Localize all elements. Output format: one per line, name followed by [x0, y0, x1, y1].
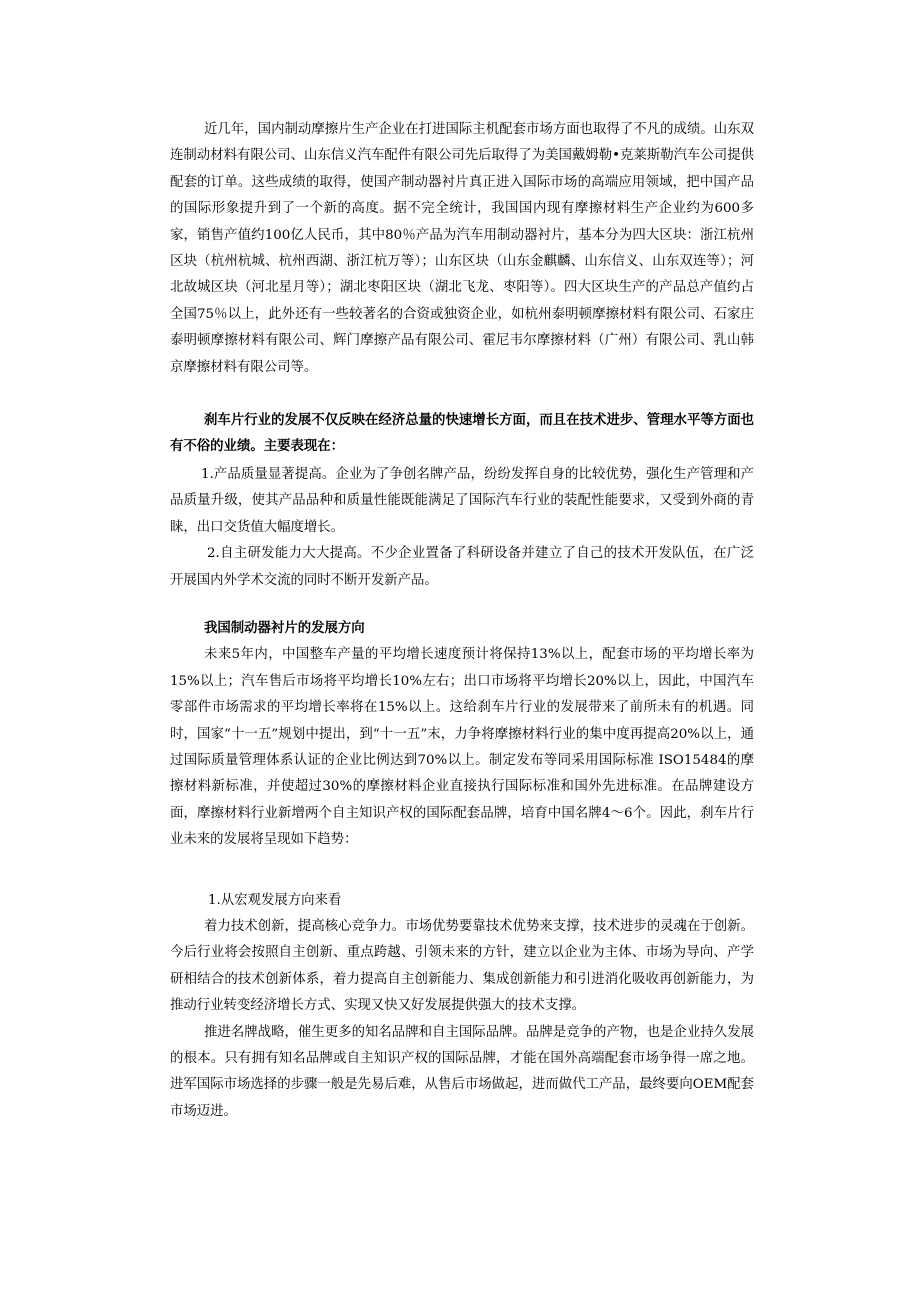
innovation-paragraph: 着力技术创新，提高核心竞争力。市场优势要靠技术优势来支撑，技术进步的灵魂在于创新。今后行业将会按照自主创新、重点跨越、引领未来的方针，建立以企业为主体、市场为导向、产学研相结合的技术创新体系，着力提高自主创新能力、集成创新能力和引进消化吸收再创新能力，为推动行业转变经济增长方式、实现又快又好发展提供强大的技术支撑。 [170, 918, 754, 1014]
subsection-heading: 1.从宏观发展方向来看 [208, 892, 342, 908]
section-heading: 我国制动器衬片的发展方向 [204, 620, 365, 636]
intro-paragraph: 近几年，国内制动摩擦片生产企业在打进国际主机配套市场方面也取得了不凡的成绩。山东双连制动材料有限公司、山东信义汽车配件有限公司先后取得了为美国戴姆勒•克莱斯勒汽车公司提供配套的订单。这些成绩的取得，使国产制动器衬片真正进入国际市场的高端应用领域，把中国产品的国际形象提升到了一个新的高度。据不完全统计，我国国内现有摩擦材料生产企业约为600多家，销售产值约100亿人民币，其中80％产品为汽车用制动器衬片，基本分为四大区块：浙江杭州区块（杭州杭城、杭州西湖、浙江杭万等）；山东区块（山东金麒麟、山东信义、山东双连等）；河北故城区块（河北星月等）；湖北枣阳区块（湖北飞龙、枣阳等）。四大区块生产的产品总产值约占全国75％以上，此外还有一些较著名的合资或独资企业，如杭州泰明顿摩擦材料有限公司、石家庄泰明顿摩擦材料有限公司、辉门摩擦产品有限公司、霍尼韦尔摩擦材料（广州）有限公司、乳山韩京摩擦材料有限公司等。 [170, 122, 754, 375]
brand-paragraph: 推进名牌战略，催生更多的知名品牌和自主国际品牌。品牌是竞争的产物，也是企业持久发展的根本。只有拥有知名品牌或自主知识产权的国际品牌，才能在国外高端配套市场争得一席之地。进军国际市场选择的步骤一般是先易后难，从售后市场做起，进而做代工产品，最终要向OEM配套市场迈进。 [170, 1024, 754, 1119]
document-body [170, 117, 754, 1125]
list-item-quality: 1.产品质量显著提高。企业为了争创名牌产品，纷纷发挥自身的比较优势，强化生产管理和产品质量升级，使其产品品种和质量性能既能满足了国际汽车行业的装配性能要求，又受到外商的青睐，出口交货值大幅度增长。 [170, 466, 754, 535]
outlook-paragraph: 未来5年内，中国整车产量的平均增长速度预计将保持13%以上，配套市场的平均增长率为15%以上；汽车售后市场将平均增长10%左右；出口市场将平均增长20%以上，因此，中国汽车零部件市场需求的平均增长率将在15%以上。这给刹车片行业的发展带来了前所未有的机遇。同时，国家“十一五”规划中提出，到“十一五”末，力争将摩擦材料行业的集中度再提高20%以上，通过国际质量管理体系认证的企业比例达到70%以上。制定发布等同采用国际标准 ISO15484的摩擦材料新标准，并使超过30%的摩擦材料企业直接执行国际标准和国外先进标准。在品牌建设方面，摩擦材料行业新增两个自主知识产权的国际配套品牌，培育中国名牌4～6个。因此，刹车片行业未来的发展将呈现如下趋势： [170, 647, 754, 848]
achievements-summary: 刹车片行业的发展不仅反映在经济总量的快速增长方面，而且在技术进步、管理水平等方面也有不俗的业绩。主要表现在： [170, 413, 754, 455]
list-item-rnd: 2.自主研发能力大大提高。不少企业置备了科研设备并建立了自己的技术开发队伍，在广泛开展国内外学术交流的同时不断开发新产品。 [170, 546, 754, 588]
